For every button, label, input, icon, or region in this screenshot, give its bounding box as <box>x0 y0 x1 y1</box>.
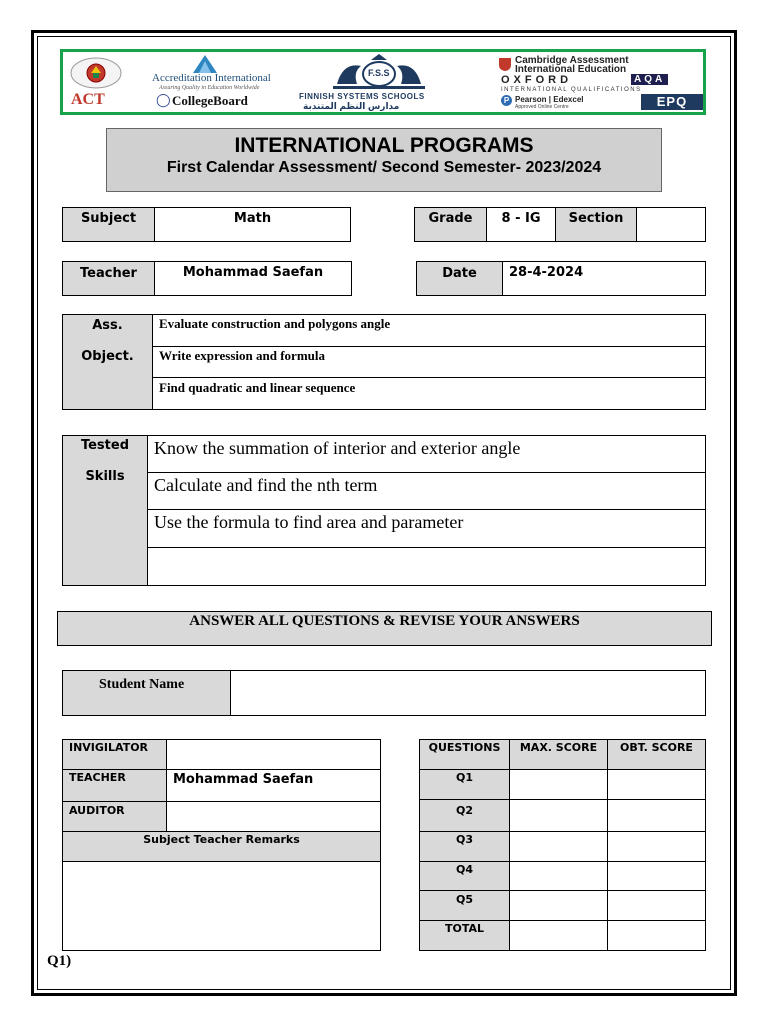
obtained-score-header: OBT. SCORE <box>607 739 706 770</box>
invigilator-field[interactable] <box>166 739 381 770</box>
oxford-logo: OXFORD <box>501 74 573 86</box>
question-label: Q4 <box>419 861 510 891</box>
section-label: Section <box>555 207 637 242</box>
obtained-score-cell[interactable] <box>607 890 706 921</box>
question-label: Q5 <box>419 890 510 921</box>
obtained-score-cell[interactable] <box>607 799 706 832</box>
subject-value[interactable]: Math <box>154 207 351 242</box>
collegeboard-icon: ◯ <box>156 92 171 107</box>
question-label: Q1 <box>419 769 510 800</box>
objective-item: Evaluate construction and polygons angle <box>152 314 706 347</box>
skills-label-line2: Skills <box>85 469 125 484</box>
objectives-label <box>62 314 153 410</box>
question-label: Q3 <box>419 831 510 862</box>
auditor-field[interactable] <box>166 801 381 832</box>
objectives-label-line2: Object. <box>81 349 134 364</box>
teacher-remarks-field[interactable] <box>62 861 381 951</box>
assessment-title-box <box>106 128 662 192</box>
accreditation-tagline: Assuring Quality in Education Worldwide <box>159 85 260 91</box>
aqa-logo: AQA <box>631 74 668 85</box>
finnish-schools-name-arabic: مدارس النظم المتندبة <box>303 101 400 111</box>
teacher-remarks-label: Subject Teacher Remarks <box>62 831 381 862</box>
subject-label: Subject <box>62 207 155 242</box>
cambridge-line-1: Cambridge Assessment <box>515 55 629 66</box>
cambridge-line-2: International Education <box>515 64 627 75</box>
max-score-cell[interactable] <box>509 890 608 921</box>
jordan-emblem-icon <box>69 56 123 90</box>
max-score-header: MAX. SCORE <box>509 739 608 770</box>
date-value[interactable]: 28-4-2024 <box>502 261 706 296</box>
obtained-score-cell[interactable] <box>607 831 706 862</box>
accreditation-logo-bar <box>60 49 706 115</box>
page-title: INTERNATIONAL PROGRAMS <box>234 134 534 157</box>
total-label: TOTAL <box>419 920 510 951</box>
act-logo: ACT <box>71 91 105 108</box>
total-max-score-cell[interactable] <box>509 920 608 951</box>
teacher-sign-label: TEACHER <box>62 769 167 802</box>
question-one-label: Q1) <box>47 953 72 969</box>
pearson-icon: P <box>501 95 512 106</box>
section-value[interactable] <box>636 207 706 242</box>
objectives-label-line1: Ass. <box>92 318 123 333</box>
teacher-value[interactable]: Mohammad Saefan <box>154 261 352 296</box>
max-score-cell[interactable] <box>509 831 608 862</box>
epq-logo: EPQ <box>641 94 703 110</box>
questions-header: QUESTIONS <box>419 739 510 770</box>
international-qualifications: INTERNATIONAL QUALIFICATIONS <box>501 87 642 93</box>
collegeboard-logo: CollegeBoard <box>172 93 248 108</box>
cambridge-assessment-logo <box>515 56 629 74</box>
skill-item: Calculate and find the nth term <box>147 472 706 510</box>
instruction-banner: ANSWER ALL QUESTIONS & REVISE YOUR ANSWERS <box>57 611 712 646</box>
skills-label <box>62 435 148 586</box>
objective-item: Write expression and formula <box>152 346 706 378</box>
student-name-label: Student Name <box>62 670 231 716</box>
grade-label: Grade <box>414 207 487 242</box>
fss-badge-text: F.S.S <box>368 68 390 78</box>
skills-label-line1: Tested <box>80 438 130 453</box>
date-label: Date <box>416 261 503 296</box>
pearson-edexcel-logo: Pearson | Edexcel <box>515 95 584 104</box>
max-score-cell[interactable] <box>509 769 608 800</box>
teacher-sign-field[interactable]: Mohammad Saefan <box>166 769 381 802</box>
question-label: Q2 <box>419 799 510 832</box>
student-name-field[interactable] <box>230 670 706 716</box>
max-score-cell[interactable] <box>509 799 608 832</box>
skill-item: Know the summation of interior and exterior angle <box>147 435 706 473</box>
obtained-score-cell[interactable] <box>607 861 706 891</box>
skill-item <box>147 547 706 586</box>
finnish-schools-name: FINNISH SYSTEMS SCHOOLS <box>299 92 425 101</box>
objective-item: Find quadratic and linear sequence <box>152 377 706 410</box>
skill-item: Use the formula to find area and parameter <box>147 509 706 548</box>
page-subtitle: First Calendar Assessment/ Second Semester- 2023/2024 <box>166 159 602 176</box>
teacher-label: Teacher <box>62 261 155 296</box>
pearson-approved: Approved Online Centre <box>515 104 569 110</box>
max-score-cell[interactable] <box>509 861 608 891</box>
obtained-score-cell[interactable] <box>607 769 706 800</box>
total-obtained-score-cell[interactable] <box>607 920 706 951</box>
auditor-label: AUDITOR <box>62 801 167 832</box>
invigilator-label: INVIGILATOR <box>62 739 167 770</box>
grade-value[interactable]: 8 - IG <box>486 207 556 242</box>
accreditation-logo-text: Accreditation International <box>152 72 271 84</box>
